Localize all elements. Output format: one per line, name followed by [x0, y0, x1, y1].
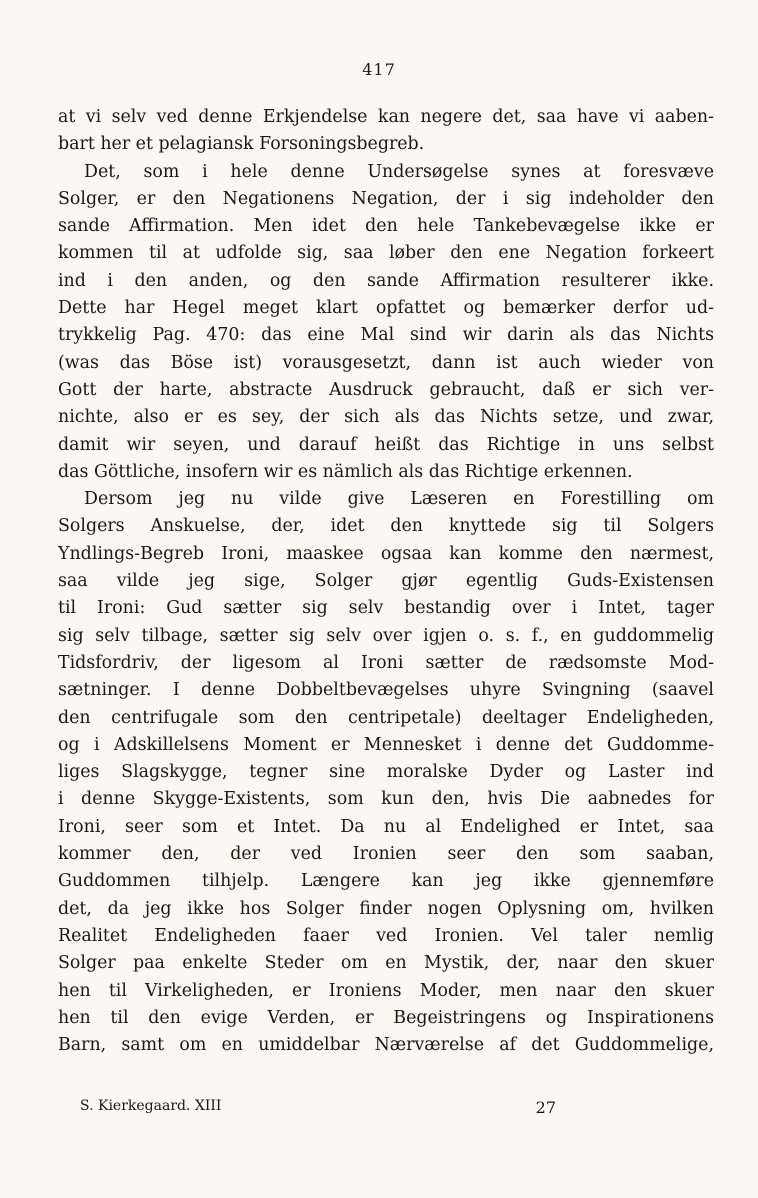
text-line: sætninger. I denne Dobbeltbevægelses uhyre Svingning (saavel [58, 680, 714, 701]
text-line: das Göttliche, insofern wir es nämlich als das Richtige erkennen. [58, 461, 633, 482]
text-line: Dersom jeg nu vilde give Læseren en Forestilling om [84, 489, 714, 510]
text-line: det, da jeg ikke hos Solger finder nogen Oplysning om, hvilken [58, 898, 714, 919]
text-line: bart her et pelagiansk Forsoningsbegreb. [58, 134, 425, 155]
text-line: Dette har Hegel meget klart opfattet og bemærker derfor ud- [58, 298, 714, 319]
text-line: Tidsfordriv, der ligesom al Ironi sætter de rædsomste Mod- [58, 652, 714, 673]
text-line: saa vilde jeg sige, Solger gjør egentlig Guds-Existensen [58, 571, 714, 592]
text-line: Solger paa enkelte Steder om en Mystik, der, naar den skuer [58, 953, 714, 974]
text-line: (was das Böse ist) vorausgesetzt, dann ist auch wieder von [58, 352, 714, 373]
text-line: ind i den anden, og den sande Affirmation resulterer ikke. [58, 270, 714, 291]
text-line: sig selv tilbage, sætter sig selv over igjen o. s. f., en guddommelig [58, 625, 714, 646]
text-line: hen til den evige Verden, er Begeistringens og Inspirationens [58, 1007, 714, 1028]
page-footer [80, 1098, 556, 1117]
text-line: hen til Virkeligheden, er Ironiens Moder, men naar den skuer [58, 980, 714, 1001]
text-line: Det, som i hele denne Undersøgelse synes at foresvæve [84, 161, 714, 182]
text-line: liges Slagskygge, tegner sine moralske Dyder og Laster ind [58, 762, 714, 783]
text-line: sande Affirmation. Men idet den hele Tankebevægelse ikke er [58, 216, 714, 237]
sheet-number: 27 [535, 1098, 556, 1117]
text-line: og i Adskillelsens Moment er Mennesket i denne det Guddomme- [58, 734, 714, 755]
text-line: damit wir seyen, und darauf heißt das Richtige in uns selbst [58, 434, 714, 455]
text-line: at vi selv ved denne Erkjendelse kan negere det, saa have vi aaben- [58, 107, 714, 127]
text-line: trykkelig Pag. 470: das eine Mal sind wir darin als das Nichts [58, 325, 714, 346]
text-line: kommen til at udfolde sig, saa løber den ene Negation forkeert [58, 243, 714, 264]
text-line: Solger, er den Negationens Negation, der i sig indeholder den [58, 188, 714, 209]
text-line: Realitet Endeligheden faaer ved Ironien. Vel taler nemlig [58, 925, 714, 946]
text-line: til Ironi: Gud sætter sig selv bestandig over i Intet, tager [58, 598, 714, 619]
page-number: 417 [362, 60, 396, 79]
text-line: Solgers Anskuelse, der, idet den knyttede sig til Solgers [58, 516, 714, 537]
text-line: Guddommen tilhjelp. Længere kan jeg ikke gjennemføre [58, 871, 714, 892]
text-line: Barn, samt om en umiddelbar Nærværelse af det Guddommelige, [58, 1035, 714, 1056]
body-text [58, 104, 714, 1059]
text-line: kommer den, der ved Ironien seer den som saaban, [58, 844, 714, 865]
text-line: i denne Skygge-Existents, som kun den, hvis Die aabnedes for [58, 789, 714, 810]
text-line: nichte, also er es sey, der sich als das Nichts setze, und zwar, [58, 407, 714, 428]
footer-signature: S. Kierkegaard. XIII [80, 1098, 222, 1114]
text-line: Ironi, seer som et Intet. Da nu al Endelighed er Intet, saa [58, 816, 714, 837]
text-line: Gott der harte, abstracte Ausdruck gebraucht, daß er sich ver- [58, 379, 714, 400]
text-line: Yndlings-Begreb Ironi, maaskee ogsaa kan komme den nærmest, [58, 543, 714, 564]
text-line: den centrifugale som den centripetale) deeltager Endeligheden, [58, 707, 714, 728]
